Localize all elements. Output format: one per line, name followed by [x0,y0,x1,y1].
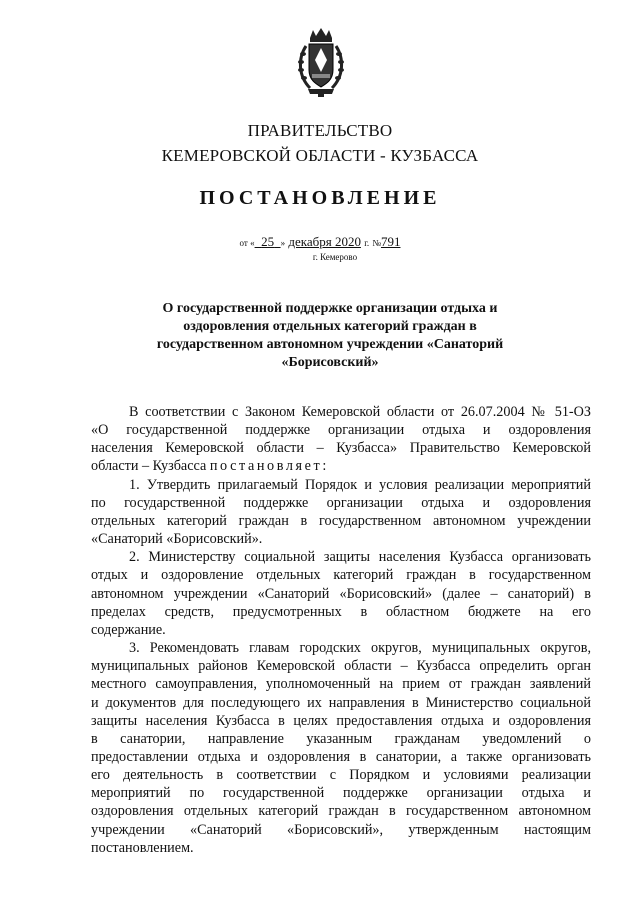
paragraph-item-3 [91,639,591,857]
body-line: 2. Министерству социальной защиты населения Кузбасса организовать [129,549,591,566]
body-line: оздоровления отдельных категорий граждан в государственном автономном [91,803,591,820]
number-label: № [372,238,381,248]
body-line: В соответствии с Законом Кемеровской области от 26.07.2004 № 51-ОЗ [129,404,591,420]
body-line: его деятельность в соответствии с Порядком и условиями реализации [91,767,591,784]
body-line: местного самоуправления, уполномоченный на прием от граждан заявлений [91,676,591,693]
body-line: и документов для последующего их направления в Министерство социальной [91,694,591,711]
date-year-suffix: г. [364,238,370,248]
body-line: 3. Рекомендовать главам городских округов, муниципальных округов, [129,640,591,657]
body-line: по государственной поддержке организации отдыха и оздоровления [91,494,591,511]
resolves-word: постановляет: [209,458,329,475]
date-month-year: декабря 2020 [288,234,361,249]
body-line: «О государственной поддержке организации отдыха и оздоровления [91,422,591,439]
body-line: в санатории, направление указанным гражданам уведомлений о [91,730,591,747]
body-line: 1. Утвердить прилагаемый Порядок и условия реализации мероприятий [129,476,591,493]
date-number-line [0,234,640,250]
paragraph-item-1 [91,476,591,549]
date-from-label: от « [239,238,255,248]
body-line: постановлением. [91,839,194,856]
date-day: 25 [261,234,275,249]
title-line: «Борисовский» [281,355,379,370]
body-line: пределах средств, предусмотренных в областном бюджете на его [91,603,591,620]
body-line: отдых и оздоровление отдельных категорий граждан в государственном [91,567,591,584]
title-line: О государственной поддержке организации отдыха и [162,301,498,316]
body-line: учреждении «Санаторий «Борисовский», утвержденным настоящим [91,821,591,838]
body-line: отдельных категорий граждан в государственном автономном учреждении [91,512,591,529]
body-line: «Санаторий «Борисовский». [91,531,263,548]
document-body [91,403,591,857]
body-line: мероприятий по государственной поддержке организации отдыха и [91,785,591,802]
document-type-title: ПОСТАНОВЛЕНИЕ [199,187,441,209]
body-line: населения Кемеровской области – Кузбасса» Правительство Кемеровской [91,440,591,457]
date-quote-close: » [280,238,286,248]
title-line: государственном автономном учреждении «Санаторий [156,337,504,352]
document-number: 791 [380,234,401,249]
paragraph-preamble [91,403,591,476]
government-name-line2: КЕМЕРОВСКОЙ ОБЛАСТИ - КУЗБАССА [161,146,479,165]
body-line: муниципальных районов Кемеровской области – Кузбасса определить орган [91,658,591,675]
body-line: автономном учреждении «Санаторий «Борисовский» (далее – санаторий) в [91,585,591,602]
title-line: оздоровления отдельных категорий граждан в [183,319,477,334]
kemerovo-coat-of-arms-icon [296,26,346,98]
body-line: предоставлении отдыха и оздоровления в санатории, а также организовать [91,748,591,765]
body-line [91,457,591,475]
city-label: г. Кемерово [312,252,358,262]
body-text: области – Кузбасса [91,458,210,475]
paragraph-item-2 [91,548,591,639]
body-line: содержание. [91,621,166,638]
government-name-line1: ПРАВИТЕЛЬСТВО [247,121,393,140]
body-line: защиты населения Кузбасса в целях предоставления отдыха и оздоровления [91,712,591,729]
document-title [140,300,520,372]
